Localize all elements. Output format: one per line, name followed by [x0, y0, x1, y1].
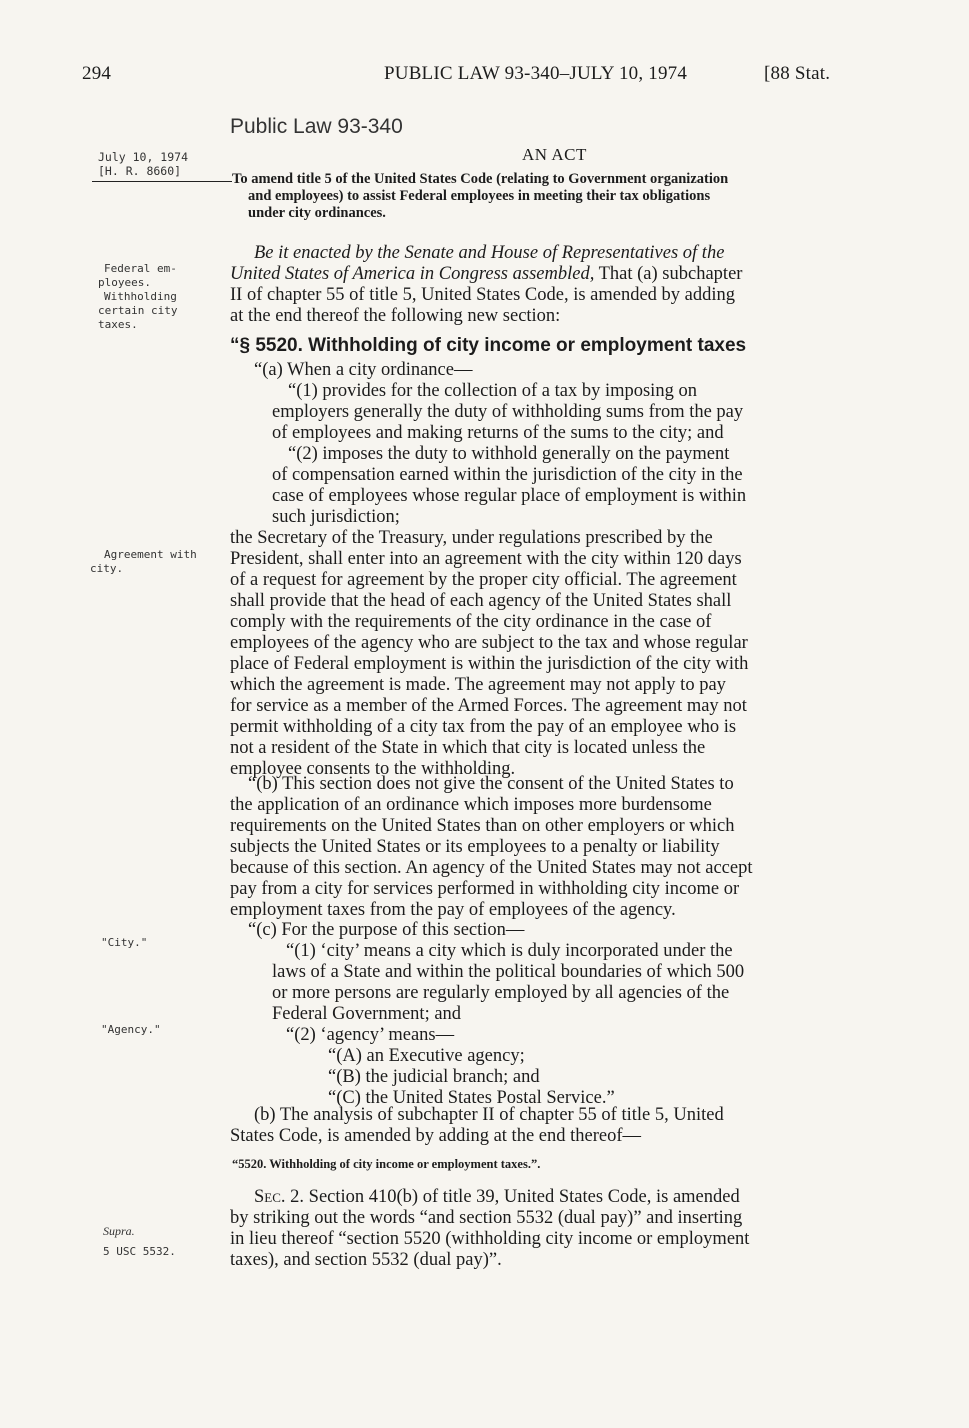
body-line: employees of the agency who are subject to the tax and whose regular [230, 633, 748, 653]
approval-date: July 10, 1974 [98, 150, 189, 164]
bill-number: [H. R. 8660] [98, 164, 182, 178]
body-line: 2. Section 410(b) of title 39, United States Code, is amended [285, 1187, 740, 1207]
body-line: or more persons are regularly employed by all agencies of the [272, 983, 730, 1003]
margin-note-city: "City." [101, 936, 148, 949]
body-line: subjects the United States or its employees to a penalty or liability [230, 837, 720, 857]
body-line: States Code, is amended by adding at the end thereof— [230, 1126, 642, 1146]
subsection-b [230, 774, 752, 921]
body-line: “(1) provides for the collection of a tax by imposing on [288, 381, 697, 401]
statute-reference: [88 Stat. [764, 63, 831, 84]
purpose-clause [232, 171, 728, 222]
purpose-line: To amend title 5 of the United States Code (relating to Government organization [232, 171, 729, 187]
body-line: “(2) imposes the duty to withhold generally on the payment [288, 444, 730, 464]
margin-note-federal-employees [98, 262, 178, 332]
margin-note-usc: 5 USC 5532. [103, 1245, 176, 1258]
body-line: not a resident of the State in which that city is located unless the [230, 738, 706, 758]
body-line: “(1) ‘city’ means a city which is duly incorporated under the [286, 941, 733, 961]
body-line: “(2) ‘agency’ means— [286, 1025, 455, 1045]
margin-note-line: city. [90, 562, 124, 575]
enacting-text: at the end thereof the following new section: [230, 306, 561, 326]
sec-label: Sec. [254, 1187, 286, 1207]
purpose-line: and employees) to assist Federal employees in meeting their tax obligations [248, 188, 711, 204]
margin-note-line: Withholding [104, 290, 177, 303]
margin-note-line: ployees. [98, 276, 151, 289]
body-line: shall provide that the head of each agency of the United States shall [230, 591, 732, 611]
body-line: “(b) This section does not give the consent of the United States to [248, 774, 734, 794]
running-title: PUBLIC LAW 93-340–JULY 10, 1974 [384, 63, 688, 84]
purpose-line: under city ordinances. [248, 205, 386, 221]
body-line: laws of a State and within the political boundaries of which 500 [272, 962, 745, 982]
section-2 [230, 1187, 749, 1271]
enacting-text: II of chapter 55 of title 5, United States Code, is amended by adding [230, 285, 736, 305]
subsection-c [230, 920, 744, 1109]
margin-note-agreement [90, 548, 197, 576]
body-line: employment taxes from the pay of employees of the agency. [230, 900, 676, 920]
subsection-a [230, 360, 746, 528]
body-line: permit withholding of a city tax from the pay of an employee who is [230, 717, 737, 737]
body-line: President, shall enter into an agreement with the city within 120 days [230, 549, 742, 569]
body-line: taxes), and section 5532 (dual pay)”. [230, 1250, 502, 1270]
body-line: of employees and making returns of the sums to the city; and [272, 423, 724, 443]
margin-note-line: Federal em- [104, 262, 177, 275]
body-line: for service as a member of the Armed Forces. The agreement may not [230, 696, 747, 716]
page-number: 294 [82, 63, 112, 84]
body-line: place of Federal employment is within the jurisdiction of the city with [230, 654, 749, 674]
body-line: “(c) For the purpose of this section— [248, 920, 525, 940]
enacting-clause [230, 243, 742, 327]
body-line: pay from a city for services performed in withholding city income or [230, 879, 740, 899]
body-line: employee consents to the withholding. [230, 759, 516, 779]
enacting-italic: United States of America in Congress assembled, [230, 264, 595, 284]
margin-note-line: Agreement with [104, 548, 197, 561]
body-line: case of employees whose regular place of employment is within [272, 486, 747, 506]
margin-note-line: taxes. [98, 318, 138, 331]
body-line: in lieu thereof “section 5520 (withholding city income or employment [230, 1229, 750, 1249]
body-line: the application of an ordinance which imposes more burdensome [230, 795, 712, 815]
margin-rule [92, 181, 232, 182]
act-label: AN ACT [522, 145, 587, 164]
body-line: employers generally the duty of withholding sums from the pay [272, 402, 744, 422]
body-line: “(A) an Executive agency; [328, 1046, 525, 1066]
margin-note-line: certain city [98, 304, 178, 317]
body-line: such jurisdiction; [272, 507, 400, 527]
body-line: “(C) the United States Postal Service.” [328, 1088, 615, 1108]
body-line: of a request for agreement by the proper city official. The agreement [230, 570, 737, 590]
margin-note-supra: Supra. [103, 1224, 135, 1238]
body-line: by striking out the words “and section 5532 (dual pay)” and inserting [230, 1208, 743, 1228]
body-line: comply with the requirements of the city ordinance in the case of [230, 612, 712, 632]
body-line: Federal Government; and [272, 1004, 462, 1024]
enacting-italic: Be it enacted by the Senate and House of Representatives of the [254, 243, 725, 263]
body-line: which the agreement is made. The agreement may not apply to pay [230, 675, 726, 695]
margin-note-agency: "Agency." [101, 1023, 161, 1036]
body-line: of compensation earned within the jurisdiction of the city in the [272, 465, 743, 485]
analysis-entry: “5520. Withholding of city income or employment taxes.”. [232, 1157, 541, 1171]
body-line: because of this section. An agency of the United States may not accept [230, 858, 753, 878]
body-line: “(B) the judicial branch; and [328, 1067, 540, 1087]
enacting-text: That (a) subchapter [594, 264, 743, 284]
law-title: Public Law 93-340 [230, 115, 403, 138]
analysis-amendment [230, 1105, 724, 1147]
body-line: (b) The analysis of subchapter II of chapter 55 of title 5, United [254, 1105, 724, 1125]
body-line: the Secretary of the Treasury, under regulations prescribed by the [230, 528, 713, 548]
agreement-paragraph [230, 528, 748, 780]
body-line: requirements on the United States than on other employers or which [230, 816, 735, 836]
section-heading: “§ 5520. Withholding of city income or employment taxes [230, 335, 747, 356]
body-line: “(a) When a city ordinance— [254, 360, 473, 380]
